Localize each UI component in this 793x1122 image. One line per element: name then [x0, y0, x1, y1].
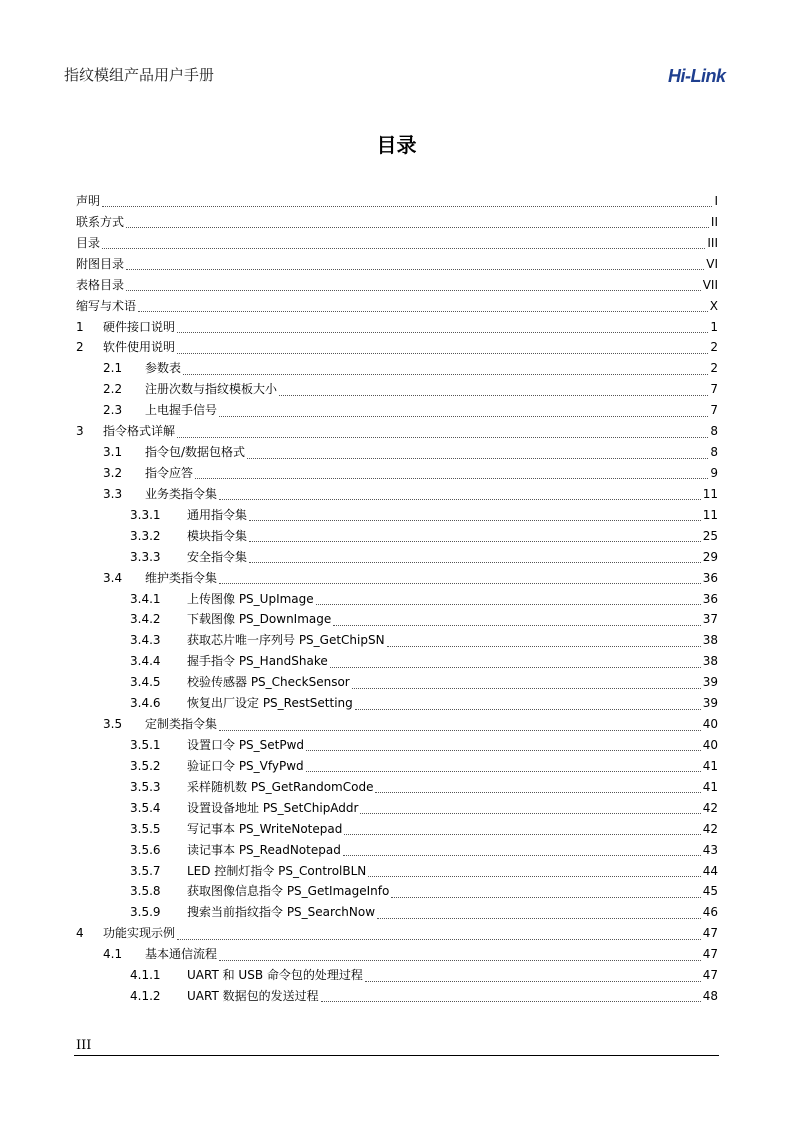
toc-dot-leader — [343, 854, 701, 856]
toc-entry-number: 3.4.3 — [130, 633, 161, 648]
toc-entry[interactable] — [76, 630, 718, 651]
toc-dot-leader — [344, 833, 700, 835]
toc-entry-page: II — [710, 214, 718, 229]
toc-entry-page: 45 — [702, 884, 718, 899]
toc-dot-leader — [177, 331, 708, 333]
toc-entry[interactable] — [76, 526, 718, 547]
toc-entry-page: 40 — [702, 717, 718, 732]
toc-dot-leader — [368, 875, 700, 877]
toc-entry-number: 3.2 — [103, 465, 123, 480]
toc-dot-leader — [219, 415, 708, 417]
toc-dot-leader — [247, 457, 708, 459]
toc-entry[interactable] — [76, 902, 718, 923]
toc-dot-leader — [102, 205, 712, 207]
toc-entry-page: 47 — [702, 968, 718, 983]
toc-entry-number: 3.5.3 — [130, 779, 161, 794]
toc-entry-page: 25 — [702, 528, 718, 543]
toc-entry[interactable] — [76, 191, 718, 212]
toc-entry-number: 3.5.9 — [130, 905, 161, 920]
toc-dot-leader — [102, 247, 705, 249]
toc-entry-page: 11 — [702, 507, 718, 522]
toc-entry-title: 参数表 — [145, 361, 182, 376]
toc-entry-page: 2 — [710, 361, 718, 376]
toc-entry-title: 设置口令 PS_SetPwd — [187, 737, 305, 752]
toc-entry-page: 7 — [710, 382, 718, 397]
toc-entry[interactable] — [76, 923, 718, 944]
toc-entry[interactable] — [76, 861, 718, 882]
toc-entry[interactable] — [76, 568, 718, 589]
toc-entry[interactable] — [76, 651, 718, 672]
toc-dot-leader — [306, 749, 701, 751]
document-header-title: 指纹模组产品用户手册 — [64, 66, 215, 84]
toc-entry-number: 3 — [76, 424, 84, 439]
toc-entry-page: 2 — [710, 340, 718, 355]
toc-entry-number: 2.1 — [103, 361, 123, 376]
toc-entry-page: VII — [702, 277, 718, 292]
toc-entry[interactable] — [76, 212, 718, 233]
toc-entry-number: 3.3 — [103, 486, 123, 501]
toc-dot-leader — [377, 917, 701, 919]
toc-dot-leader — [387, 645, 701, 647]
toc-dot-leader — [355, 708, 701, 710]
toc-entry-title: 附图目录 — [76, 256, 125, 271]
toc-dot-leader — [360, 812, 700, 814]
toc-entry[interactable] — [76, 819, 718, 840]
toc-entry-page: 42 — [702, 800, 718, 815]
toc-dot-leader — [219, 959, 701, 961]
toc-entry[interactable] — [76, 421, 718, 442]
toc-entry[interactable] — [76, 714, 718, 735]
toc-dot-leader — [177, 436, 708, 438]
toc-entry-number: 2 — [76, 340, 84, 355]
toc-entry-number: 3.5.4 — [130, 800, 161, 815]
toc-entry-title: 握手指令 PS_HandShake — [187, 654, 328, 669]
toc-entry[interactable] — [76, 358, 718, 379]
toc-entry-page: 11 — [702, 486, 718, 501]
toc-entry-title: 指令包/数据包格式 — [145, 445, 246, 460]
toc-entry-number: 3.3.1 — [130, 507, 161, 522]
toc-entry-number: 3.3.2 — [130, 528, 161, 543]
toc-entry-number: 3.5.5 — [130, 821, 161, 836]
toc-dot-leader — [219, 498, 701, 500]
toc-entry-title: 安全指令集 — [187, 549, 248, 564]
toc-entry-page: 44 — [702, 863, 718, 878]
toc-entry-page: 8 — [710, 424, 718, 439]
toc-entry-page: 40 — [702, 737, 718, 752]
toc-entry-page: 42 — [702, 821, 718, 836]
toc-entry-title: UART 数据包的发送过程 — [187, 989, 319, 1004]
toc-entry-page: 46 — [702, 905, 718, 920]
toc-entry-page: 39 — [702, 696, 718, 711]
toc-entry-number: 2.2 — [103, 382, 123, 397]
toc-entry-number: 3.5.6 — [130, 842, 161, 857]
toc-entry[interactable] — [76, 442, 718, 463]
toc-entry[interactable] — [76, 233, 718, 254]
toc-entry-title: 指令应答 — [145, 465, 194, 480]
toc-entry-page: 39 — [702, 675, 718, 690]
toc-entry-number: 3.4 — [103, 570, 123, 585]
toc-entry-title: 写记事本 PS_WriteNotepad — [187, 821, 343, 836]
toc-entry-number: 3.4.2 — [130, 612, 161, 627]
toc-entry[interactable] — [76, 463, 718, 484]
toc-entry[interactable] — [76, 379, 718, 400]
toc-entry-number: 3.5.2 — [130, 758, 161, 773]
toc-entry-title: 缩写与术语 — [76, 298, 137, 313]
toc-entry-number: 3.3.3 — [130, 549, 161, 564]
toc-entry-title: 软件使用说明 — [103, 340, 176, 355]
page-title: 目录 — [376, 133, 417, 157]
toc-entry[interactable] — [76, 317, 718, 338]
toc-dot-leader — [177, 938, 701, 940]
toc-entry-title: 获取图像信息指令 PS_GetImageInfo — [187, 884, 390, 899]
toc-entry-title: LED 控制灯指令 PS_ControlBLN — [187, 863, 367, 878]
toc-entry-title: 业务类指令集 — [145, 486, 218, 501]
brand-logo: Hi-Link — [668, 66, 726, 86]
toc-dot-leader — [249, 519, 701, 521]
toc-entry-page: 41 — [702, 779, 718, 794]
toc-entry-title: 目录 — [76, 235, 101, 250]
toc-dot-leader — [219, 582, 701, 584]
footer-page-number: III — [76, 1038, 92, 1053]
toc-entry[interactable] — [76, 254, 718, 275]
toc-entry[interactable] — [76, 337, 718, 358]
toc-dot-leader — [177, 352, 708, 354]
toc-dot-leader — [195, 477, 708, 479]
toc-entry-title: 采样随机数 PS_GetRandomCode — [187, 779, 374, 794]
toc-entry-title: 定制类指令集 — [145, 717, 218, 732]
toc-dot-leader — [330, 666, 701, 668]
toc-entry-page: 38 — [702, 654, 718, 669]
toc-entry[interactable] — [76, 944, 718, 965]
toc-entry-title: 获取芯片唯一序列号 PS_GetChipSN — [187, 633, 385, 648]
toc-entry-page: I — [714, 194, 718, 208]
toc-entry-title: 联系方式 — [76, 214, 125, 229]
toc-entry-page: X — [709, 298, 718, 313]
toc-dot-leader — [391, 896, 700, 898]
toc-entry-title: 功能实现示例 — [103, 926, 176, 941]
toc-dot-leader — [249, 540, 701, 542]
toc-entry-page: VI — [706, 256, 718, 271]
toc-entry-number: 3.4.1 — [130, 591, 161, 606]
toc-entry[interactable] — [76, 756, 718, 777]
toc-entry-page: 9 — [710, 465, 718, 480]
table-of-contents — [76, 191, 718, 1007]
toc-dot-leader — [316, 603, 701, 605]
toc-entry-number: 3.4.6 — [130, 696, 161, 711]
toc-entry-number: 3.5.8 — [130, 884, 161, 899]
toc-entry[interactable] — [76, 777, 718, 798]
toc-dot-leader — [249, 561, 701, 563]
toc-entry-page: 37 — [702, 612, 718, 627]
toc-entry[interactable] — [76, 965, 718, 986]
toc-entry-title: 模块指令集 — [187, 528, 248, 543]
toc-entry-number: 1 — [76, 319, 84, 334]
toc-entry-title: 上电握手信号 — [145, 403, 218, 418]
toc-entry[interactable] — [76, 589, 718, 610]
toc-dot-leader — [352, 687, 701, 689]
toc-entry-page: 47 — [702, 926, 718, 941]
toc-dot-leader — [183, 373, 708, 375]
toc-entry-number: 4.1.1 — [130, 968, 161, 983]
toc-entry[interactable] — [76, 547, 718, 568]
toc-entry-page: 29 — [702, 549, 718, 564]
toc-entry-page: 8 — [710, 445, 718, 460]
toc-dot-leader — [279, 394, 708, 396]
toc-entry-number: 2.3 — [103, 403, 123, 418]
toc-entry-page: 41 — [702, 758, 718, 773]
toc-entry[interactable] — [76, 400, 718, 421]
toc-dot-leader — [126, 268, 704, 270]
toc-entry-page: 43 — [702, 842, 718, 857]
toc-entry-title: 恢复出厂设定 PS_RestSetting — [187, 696, 353, 711]
toc-entry[interactable] — [76, 609, 718, 630]
toc-entry[interactable] — [76, 735, 718, 756]
toc-entry-page: 47 — [702, 947, 718, 962]
toc-entry-page: 36 — [702, 591, 718, 606]
toc-entry[interactable] — [76, 484, 718, 505]
toc-dot-leader — [126, 226, 709, 228]
toc-entry[interactable] — [76, 275, 718, 296]
toc-dot-leader — [138, 310, 708, 312]
toc-entry-title: 维护类指令集 — [145, 570, 218, 585]
toc-dot-leader — [333, 624, 700, 626]
toc-entry-title: UART 和 USB 命令包的处理过程 — [187, 968, 363, 983]
toc-dot-leader — [375, 791, 700, 793]
toc-dot-leader — [219, 729, 701, 731]
toc-entry[interactable] — [76, 986, 718, 1007]
toc-entry-number: 4.1 — [103, 947, 123, 962]
toc-dot-leader — [306, 770, 701, 772]
toc-entry-title: 注册次数与指纹模板大小 — [145, 382, 278, 397]
toc-entry-page: 7 — [710, 403, 718, 418]
toc-entry[interactable] — [76, 693, 718, 714]
toc-entry-number: 3.5.7 — [130, 863, 161, 878]
toc-entry-title: 声明 — [76, 194, 101, 208]
toc-entry[interactable] — [76, 505, 718, 526]
toc-entry-title: 校验传感器 PS_CheckSensor — [187, 675, 350, 690]
toc-entry-number: 4.1.2 — [130, 989, 161, 1004]
toc-entry-title: 搜索当前指纹指令 PS_SearchNow — [187, 905, 376, 920]
toc-entry-title: 通用指令集 — [187, 507, 248, 522]
toc-dot-leader — [126, 289, 701, 291]
toc-entry-page: 48 — [702, 989, 718, 1004]
toc-entry-number: 3.5.1 — [130, 737, 161, 752]
toc-entry-title: 读记事本 PS_ReadNotepad — [187, 842, 341, 857]
toc-entry-title: 基本通信流程 — [145, 947, 218, 962]
toc-entry-number: 3.4.4 — [130, 654, 161, 669]
footer-divider — [74, 1055, 719, 1056]
toc-entry-page: 36 — [702, 570, 718, 585]
toc-entry-title: 表格目录 — [76, 277, 125, 292]
toc-dot-leader — [365, 980, 701, 982]
toc-entry-title: 硬件接口说明 — [103, 319, 176, 334]
toc-dot-leader — [321, 1000, 701, 1002]
toc-entry-number: 3.1 — [103, 445, 123, 460]
toc-entry[interactable] — [76, 881, 718, 902]
toc-entry-number: 3.5 — [103, 717, 123, 732]
toc-entry-number: 3.4.5 — [130, 675, 161, 690]
toc-entry-page: 1 — [710, 319, 718, 334]
toc-entry-number: 4 — [76, 926, 84, 941]
toc-entry-title: 指令格式详解 — [103, 424, 176, 439]
toc-entry[interactable] — [76, 840, 718, 861]
toc-entry-title: 设置设备地址 PS_SetChipAddr — [187, 800, 359, 815]
toc-entry-title: 下载图像 PS_DownImage — [187, 612, 332, 627]
toc-entry-page: 38 — [702, 633, 718, 648]
toc-entry-page: III — [707, 235, 718, 250]
toc-entry[interactable] — [76, 296, 718, 317]
toc-entry-title: 验证口令 PS_VfyPwd — [187, 758, 304, 773]
toc-entry[interactable] — [76, 798, 718, 819]
toc-entry[interactable] — [76, 672, 718, 693]
toc-entry-title: 上传图像 PS_UpImage — [187, 591, 314, 606]
